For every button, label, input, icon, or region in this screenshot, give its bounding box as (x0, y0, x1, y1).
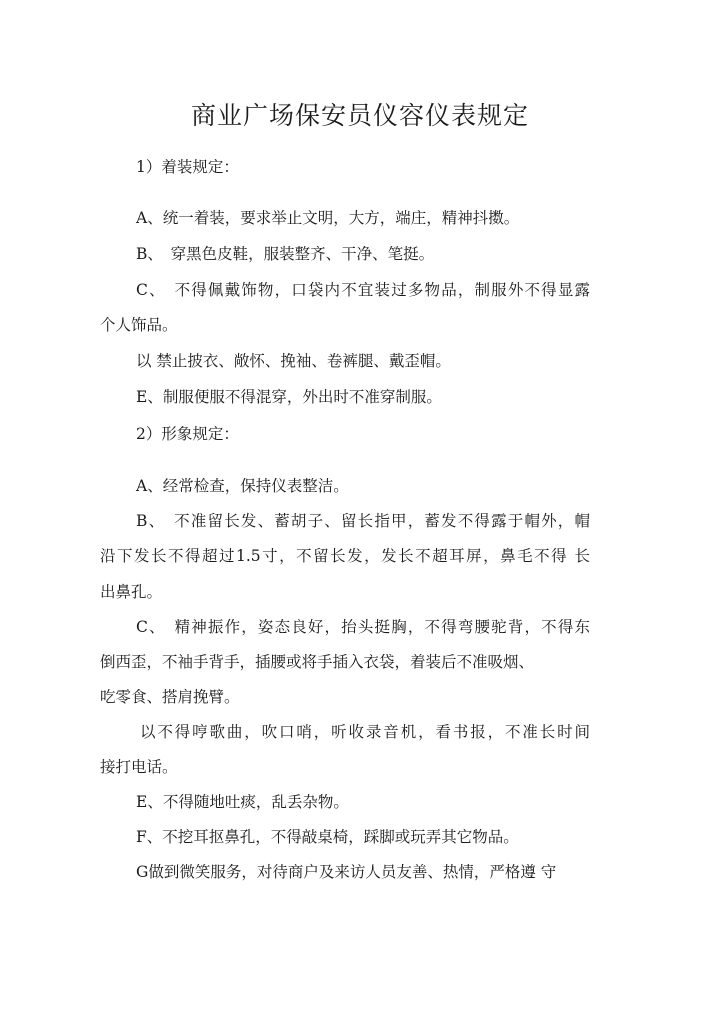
paragraph-line: C、 精神振作，姿态良好，抬头挺胸，不得弯腰驼背，不得东 (136, 618, 590, 636)
paragraph-line: E、制服便服不得混穿，外出时不准穿制服。 (136, 388, 442, 406)
paragraph-line: E、不得随地吐痰，乱丢杂物。 (136, 793, 349, 811)
paragraph-line: 沿下发长不得超过1.5寸，不留长发，发长不超耳屏，鼻毛不得 长 (100, 547, 590, 565)
section-heading-appearance: 2）形象规定： (136, 425, 239, 443)
paragraph-line: B、 不准留长发、蓄胡子、留长指甲，蓄发不得露于帽外，帽 (136, 512, 590, 530)
paragraph-line: F、不挖耳抠鼻孔，不得敲桌椅，踩脚或玩弄其它物品。 (136, 828, 519, 846)
paragraph-line: G做到微笑服务，对待商户及来访人员友善、热情，严格遵 守 (136, 863, 557, 881)
section-heading-dress: 1）着装规定： (136, 158, 239, 176)
document-title: 商业广场保安员仪容仪表规定 (190, 101, 529, 130)
paragraph-line: 吃零食、搭肩挽臂。 (100, 688, 240, 706)
paragraph-line: 倒西歪，不袖手背手，插腰或将手插入衣袋，着装后不准吸烟、 (100, 653, 535, 671)
paragraph-line: B、 穿黑色皮鞋，服装整齐、干净、笔挺。 (136, 245, 435, 263)
paragraph-line: C、 不得佩戴饰物，口袋内不宜装过多物品，制服外不得显露 (136, 281, 590, 299)
paragraph-line: 接打电话。 (100, 758, 178, 776)
paragraph-line: 以 禁止披衣、敞怀、挽袖、卷裤腿、戴歪帽。 (136, 352, 451, 370)
paragraph-line: A、经常检查，保持仪表整洁。 (136, 477, 349, 495)
paragraph-line: A、统一着装，要求举止文明，大方，端庄，精神抖擞。 (136, 209, 520, 227)
paragraph-line: 出鼻孔。 (100, 583, 163, 601)
paragraph-line: 以不得哼歌曲，吹口哨，听收录音机，看书报，不准长时间 (140, 723, 590, 741)
paragraph-line: 个人饰品。 (100, 316, 178, 334)
